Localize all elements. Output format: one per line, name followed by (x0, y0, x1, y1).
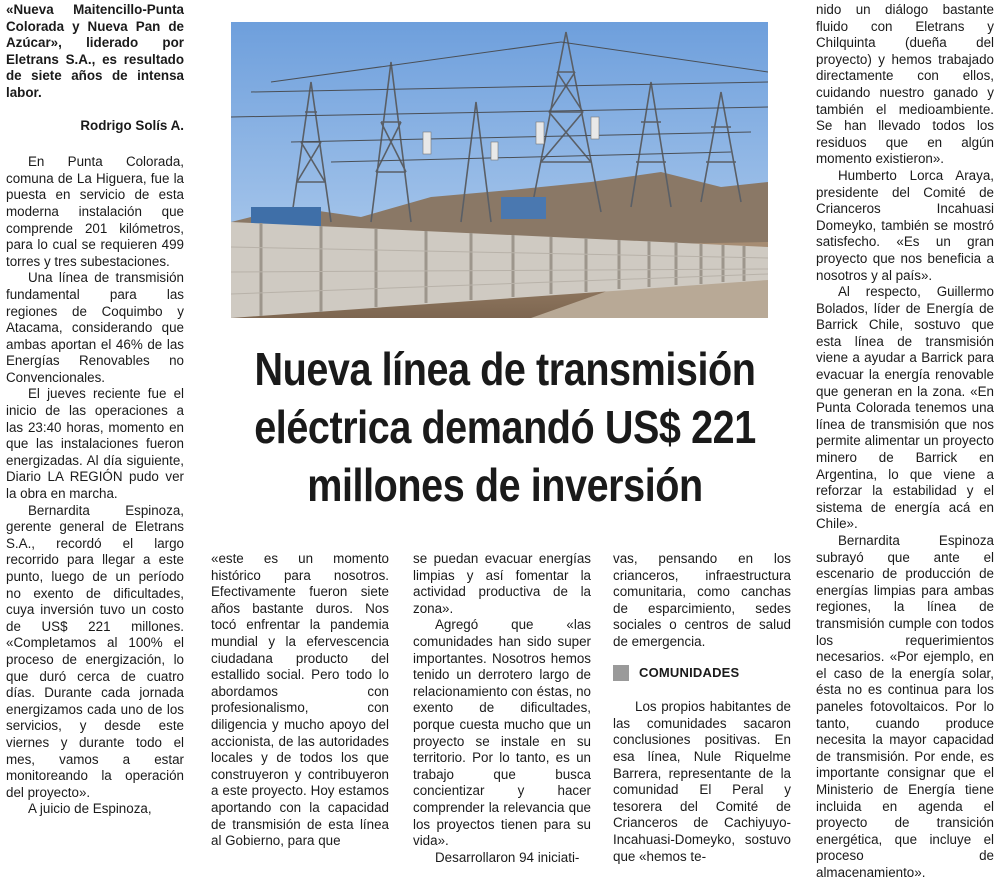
article-headline: Nueva línea de transmisión eléctrica demandó US$ 221 millones de inversión (254, 343, 756, 511)
paragraph: El jueves reciente fue el inicio de las operaciones a las 23:40 horas, momento en que las instalaciones fueron energizadas. Al día siguiente, Diario LA REGIÓN pudo ver la obra en marcha. (6, 386, 184, 502)
article-author: Rodrigo Solís A. (80, 117, 184, 133)
paragraph: Al respecto, Guillermo Bolados, líder de Energía de Barrick Chile, sostuvo que esta línea de transmisión viene a ayudar a Barrick para evacuar la energía renovable que generan en la zona. «En Punta Colorada tenemos una línea de transmisión que nos permite alimentar un proyecto minero de Barrick en Argentina, lo que viene a reforzar la estabilidad y el sistema de energía acá en Chile». (816, 284, 994, 532)
article-column-5 (816, 2, 994, 881)
paragraph: Bernardita Espinoza, gerente general de Eletrans S.A., recordó el largo recorrido para llegar a este punto, luego de un período no exento de dificultades, cuya inversión tuvo un costo de US$ 221 millones. «Completamos al 100% el proceso de energización, lo que duró cerca de cuatro días. Durante cada jornada energizamos cada uno de los servicios, y desde este viernes y durante todo el mes, vamos a estar monitoreando la operación del proyecto». (6, 502, 184, 800)
paragraph: vas, pensando en los crianceros, infraestructura comunitaria, como canchas de esparcimiento, sedes sociales o centros de salud de emergencia. (613, 551, 791, 649)
article-lead: «Nueva Maitencillo-Punta Colorada y Nueva Pan de Azúcar», liderado por Eletrans S.A., es resultado de siete años de intensa labor. (6, 2, 184, 100)
paragraph: En Punta Colorada, comuna de La Higuera, fue la puesta en servicio de esta moderna instalación que comprende 201 kilómetros, para lo cual se requieren 499 torres y tres subestaciones. (6, 154, 184, 269)
paragraph: A juicio de Espinoza, (28, 801, 152, 817)
substation-photo-illustration (231, 22, 768, 318)
article-column-1 (6, 2, 184, 818)
paragraph: «este es un momento histórico para nosotros. Efectivamente fueron siete años bastante duros. Nos tocó enfrentar la pandemia mundial y la efervescencia ciudadana producto del estallido social. Pero todo lo abordamos con profesionalismo, con diligencia y mucho apoyo del accionista, de las autoridades locales y de todos los que construyeron y contribuyeron a este proyecto. Hoy estamos aportando con la capacidad de transmisión de esta línea al Gobierno, para que (211, 551, 389, 849)
article-column-3 (413, 551, 591, 866)
article-column-2 (211, 551, 389, 850)
paragraph: nido un diálogo bastante fluido con Eletrans y Chilquinta (dueña del proyecto) y hemos trabajado directamente con ellos, cuidando nuestro ganado y también el medioambiente. Se han llevado todos los residuos que en algún momento existieron». (816, 2, 994, 167)
paragraph: Desarrollaron 94 iniciati- (435, 849, 580, 865)
section-heading (613, 665, 791, 682)
paragraph: Humberto Lorca Araya, presidente del Comité de Crianceros Incahuasi Domeyko, también se mostró satisfecho. «Es un gran proyecto que nos beneficia a nosotros y al país». (816, 167, 994, 283)
paragraph: se puedan evacuar energías limpias y así fomentar la actividad productiva de la zona». (413, 551, 591, 616)
article-column-4 (613, 551, 791, 865)
paragraph: Una línea de transmisión fundamental para las regiones de Coquimbo y Atacama, considerando que ambas aportan el 46% de las Energías Renovables no Convencionales. (6, 270, 184, 385)
article-photo (231, 22, 768, 318)
section-square-icon (613, 665, 629, 681)
section-heading-text: COMUNIDADES (639, 664, 740, 680)
paragraph: Los propios habitantes de las comunidades sacaron conclusiones positivas. En esa línea, Nule Riquelme Barrera, representante de la comunidad El Peral y tesorera del Comité de Crianceros de Cachiyuyo-Incahuasi-Domeyko, sostuvo que «hemos te- (613, 699, 791, 864)
paragraph: Bernardita Espinoza subrayó que ante el escenario de producción de energías limpias para ambas regiones, la línea de transmisión cumple con todos los requerimientos necesarios. «Por ejemplo, en el caso de la energía solar, ésta no es continua para los paneles fotovoltaicos. Por lo tanto, cuando produce necesita la mayor capacidad de transmisión. Por ende, es importante consignar que el Ministerio de Energía tiene incluida en agenda el proyecto de transición energética, que incluye el proceso de almacenamiento». (816, 533, 994, 880)
paragraph: Agregó que «las comunidades han sido super importantes. Nosotros hemos tenido un derrotero largo de relacionamiento con éstas, no exento de dificultades, porque cuesta mucho que un proyecto se instale en su territorio. Por lo tanto, es un trabajo que busca concientizar y hacer comprender la relevancia que los proyectos tienen para su vida». (413, 617, 591, 849)
